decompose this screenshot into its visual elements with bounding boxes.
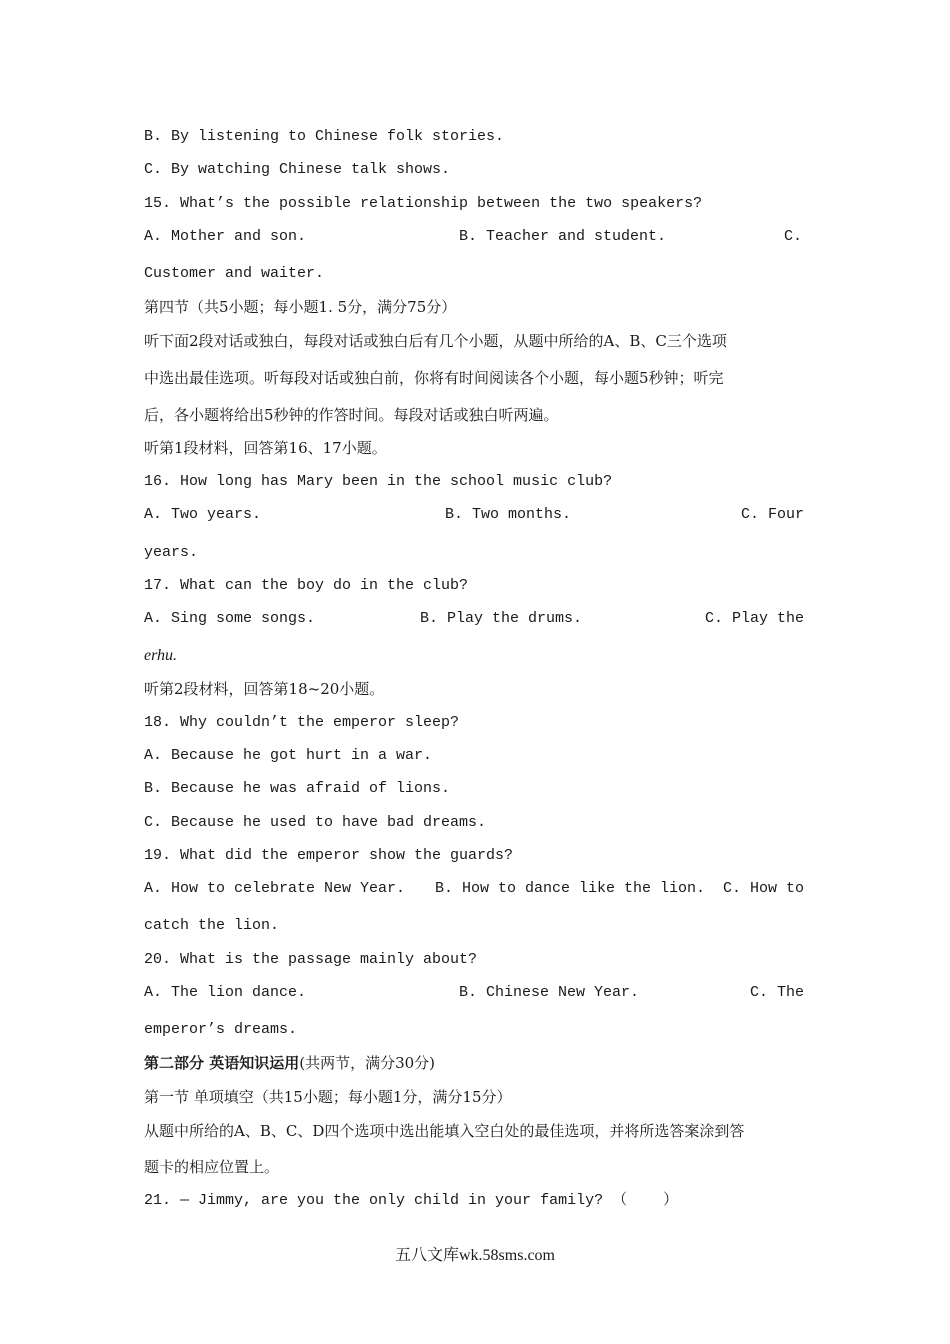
q20-option-c: C. The bbox=[749, 984, 804, 1001]
q19-option-a: A. How to celebrate New Year. bbox=[144, 880, 406, 897]
q16-stem: 16. How long has Mary been in the school music club? bbox=[144, 473, 613, 490]
q17-option-c: C. Play the bbox=[704, 610, 804, 627]
q19-option-b: B. How to dance like the lion. bbox=[435, 880, 706, 897]
part2-title-rest: (共两节，满分30分) bbox=[299, 1054, 436, 1072]
q15-option-c-cont: Customer and waiter. bbox=[144, 265, 325, 282]
q21-stem: 21. — Jimmy, are you the only child in your family? （ ） bbox=[144, 1192, 679, 1209]
q16-option-c: C. Four bbox=[740, 506, 804, 523]
q15-option-a: A. Mother and son. bbox=[144, 228, 307, 245]
q17-options-row bbox=[144, 609, 804, 629]
q19-stem: 19. What did the emperor show the guards? bbox=[144, 847, 514, 864]
q20-option-a: A. The lion dance. bbox=[144, 984, 307, 1001]
q20-options-row bbox=[144, 983, 804, 1003]
q19-option-c: C. How to bbox=[722, 880, 804, 897]
q20-option-c-cont: emperor’s dreams. bbox=[144, 1021, 298, 1038]
section4-instruction-line3: 后，各小题将给出5秒钟的作答时间。每段对话或独白听两遍。 bbox=[144, 406, 559, 424]
q15-option-c: C. bbox=[783, 228, 802, 245]
section4-instruction-line2: 中选出最佳选项。听每段对话或独白前，你将有时间阅读各个小题，每小题5秒钟；听完 bbox=[144, 369, 724, 387]
q17-stem: 17. What can the boy do in the club? bbox=[144, 577, 469, 594]
q18-option-b: B. Because he was afraid of lions. bbox=[144, 780, 451, 797]
part2-instruction-line1: 从题中所给的A、B、C、D四个选项中选出能填入空白处的最佳选项，并将所选答案涂到答 bbox=[144, 1122, 745, 1140]
q17-option-c-cont: erhu. bbox=[144, 647, 178, 664]
material1-heading: 听第1段材料，回答第16、17小题。 bbox=[144, 439, 387, 457]
q19-options-row bbox=[144, 879, 804, 899]
q15-option-b: B. Teacher and student. bbox=[459, 228, 667, 245]
q15-stem: 15. What’s the possible relationship between the two speakers? bbox=[144, 195, 703, 212]
q14-option-c: C. By watching Chinese talk shows. bbox=[144, 161, 451, 178]
q17-option-a: A. Sing some songs. bbox=[144, 610, 316, 627]
q18-option-c: C. Because he used to have bad dreams. bbox=[144, 814, 487, 831]
q20-option-b: B. Chinese New Year. bbox=[459, 984, 640, 1001]
part2-title-bold: 第二部分 英语知识运用 bbox=[144, 1054, 300, 1072]
q16-option-b: B. Two months. bbox=[445, 506, 572, 523]
part2-title bbox=[144, 1053, 435, 1073]
part2-section1-title: 第一节 单项填空（共15小题；每小题1分，满分15分） bbox=[144, 1088, 512, 1106]
q19-option-c-cont: catch the lion. bbox=[144, 917, 280, 934]
q18-option-a: A. Because he got hurt in a war. bbox=[144, 747, 433, 764]
q15-options-row bbox=[144, 227, 804, 247]
part2-instruction-line2: 题卡的相应位置上。 bbox=[144, 1158, 280, 1176]
section4-instruction-line1: 听下面2段对话或独白，每段对话或独白后有几个小题，从题中所给的A、B、C三个选项 bbox=[144, 332, 727, 350]
q17-option-b: B. Play the drums. bbox=[420, 610, 583, 627]
q14-option-b: B. By listening to Chinese folk stories. bbox=[144, 128, 505, 145]
q16-options-row bbox=[144, 505, 804, 525]
page-footer: 五八文库wk.58sms.com bbox=[394, 1247, 555, 1264]
q16-option-a: A. Two years. bbox=[144, 506, 262, 523]
q18-stem: 18. Why couldn’t the emperor sleep? bbox=[144, 714, 460, 731]
section4-title: 第四节（共5小题；每小题1. 5分，满分75分） bbox=[144, 298, 457, 316]
material2-heading: 听第2段材料，回答第18~20小题。 bbox=[144, 680, 385, 698]
q16-option-c-cont: years. bbox=[144, 544, 199, 561]
q20-stem: 20. What is the passage mainly about? bbox=[144, 951, 478, 968]
